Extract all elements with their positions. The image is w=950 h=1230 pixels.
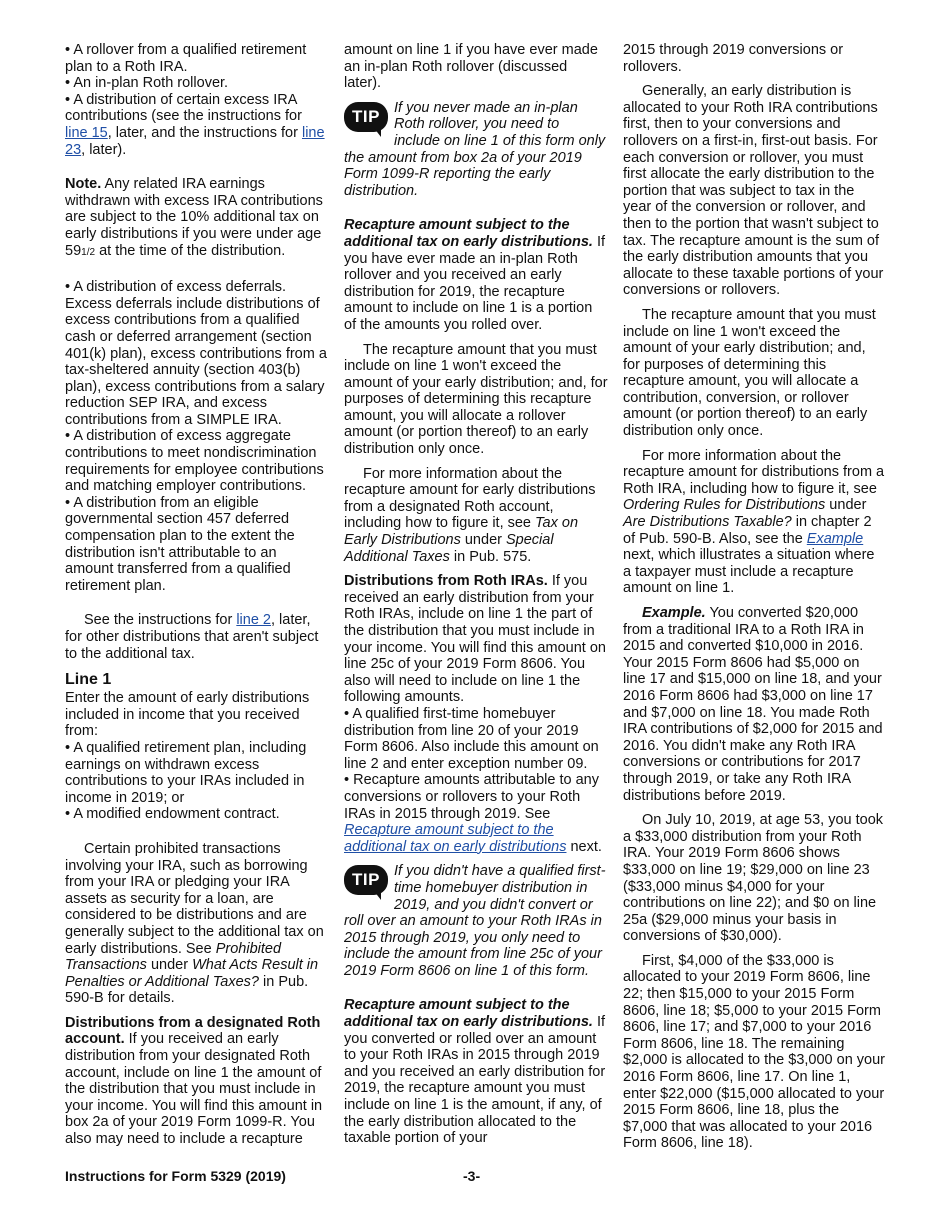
- tip-box-2: [344, 863, 608, 979]
- tip-box-1: [344, 100, 608, 200]
- bullet-excess-aggregate: • A distribution of excess aggregate contributions to meet nondiscrimination requirements for employee contributions and matching employer contributions.: [65, 428, 324, 495]
- footer-form-title: Instructions for Form 5329 (2019): [65, 1168, 286, 1184]
- col3-continuation: 2015 through 2019 conversions or rollovers.: [623, 42, 844, 75]
- example-distribution-paragraph: On July 10, 2019, at age 53, you took a $33,000 distribution from your Roth IRA. Your 2019 Form 8606 shows $33,000 on line 19; $29,000 on line 23 ($33,000 minus $4,000 for your contributions on line 22); and $0 on line 25a ($29,000 minus your basis in conversions of $30,000).: [623, 812, 884, 945]
- allocation-paragraph: Generally, an early distribution is allocated to your Roth IRA contributions first, then to your conversions and rollovers on a first-in, first-out basis. For each conversion or rollover, you must first allocate the early distribution to the portion that was subject to tax in the year of the conversion or rollover, and then to the portion that wasn't subject to tax. The recapture amount is the sum of the early distribution amounts that you allocate to these taxable portions of your conversions or rollovers.: [623, 83, 884, 299]
- example-paragraph: Example. You converted $20,000 from a traditional IRA to a Roth IRA in 2015 and converted $10,000 in 2016. Your 2015 Form 8606 had $5,000 on line 17 and $15,000 on line 18, and your 2016 Form 8606 had $3,000 on line 17 and $7,000 on line 18. You made Roth IRA contributions of $2,000 for 2015 and 2016. You didn't make any Roth IRA conversions or contributions for 2017 through 2019, or take any Roth IRA distributions before 2019.: [623, 605, 883, 804]
- link-line-15[interactable]: line 15: [65, 124, 108, 141]
- link-recapture-amount[interactable]: Recapture amount subject to the additional tax on early distributions: [344, 822, 567, 855]
- recapture-1-p2: The recapture amount that you must include on line 1 won't exceed the amount of your early distribution; and, for purposes of determining this recapture amount, you will allocate a rollover amount (or portion thereof) to an early distribution only once.: [344, 341, 608, 458]
- column-2: [344, 42, 608, 1147]
- tip-icon: TIP: [344, 102, 388, 138]
- bullet-rollover: • A rollover from a qualified retirement plan to a Roth IRA.: [65, 42, 307, 75]
- more-info-roth-ira: For more information about the recapture amount for distributions from a Roth IRA, including how to figure it, see Ordering Rules for Distributions under Are Distributions Taxable? in chapter 2 of Pub. 590-B. Also, see the Example next, which illustrates a situation where a taxpayer must include a recapture amount on line 1.: [623, 447, 885, 597]
- bullet-excess-ira: • A distribution of certain excess IRA contributions (see the instructions for line 15, later, and the instructions for line 23, later).: [65, 91, 325, 158]
- tip-icon: TIP: [344, 865, 388, 901]
- line-1-bullet-endowment: • A modified endowment contract.: [65, 806, 280, 823]
- line-1-intro: Enter the amount of early distributions included in income that you received from:: [65, 690, 310, 740]
- see-line-2-paragraph: See the instructions for line 2, later, for other distributions that aren't subject to the additional tax.: [65, 612, 319, 662]
- more-info-designated-roth: For more information about the recapture amount for early distributions from a designated Roth account, including how to figure it, see Tax on Early Distributions under Special Additional Taxes in Pub. 575.: [344, 465, 596, 565]
- recapture-1-paragraph: Recapture amount subject to the additional tax on early distributions. If you have ever made an in-plan Roth rollover and you received an early distribution for 2019, the recapture amount to include on line 1 is a portion of the amounts you rolled over.: [344, 217, 606, 333]
- tip-1-text: If you never made an in-plan Roth rollover, you need to include on line 1 of this form only the amount from box 2a of your 2019 Form 1099-R reporting the early distribution.: [344, 99, 606, 199]
- prohibited-transactions-paragraph: Certain prohibited transactions involving your IRA, such as borrowing from your IRA or pledging your IRA assets as security for a loan, are considered to be distributions and are generally subject to the additional tax on early distributions. See Prohibited Transactions under What Acts Result in Penalties or Additional Taxes? in Pub. 590-B for details.: [65, 840, 324, 1007]
- recapture-2-paragraph: Recapture amount subject to the additional tax on early distributions. If you converted or rolled over an amount to your Roth IRAs in 2015 through 2019 and you received an early distribution for 2019, the recapture amount you must include on line 1 is the amount, if any, of the early distribution allocated to the taxable portion of your: [344, 997, 606, 1147]
- note-paragraph: Note. Any related IRA earnings withdrawn with excess IRA contributions are subject to the 10% additional tax on early distributions if you were under age 591/2 at the time of the distribution.: [65, 176, 323, 259]
- column-1: [65, 42, 327, 1148]
- link-example[interactable]: Example: [806, 530, 864, 547]
- bullet-homebuyer: • A qualified first-time homebuyer distribution from line 20 of your 2019 Form 8606. Also include this amount on line 2 and enter exception number 09.: [344, 705, 599, 772]
- example-allocation-paragraph: First, $4,000 of the $33,000 is allocated to your 2019 Form 8606, line 22; then $15,000 to your 2015 Form 8606, line 18; $5,000 to your 2015 Form 8606, line 17; and $7,000 to your 2016 Form 8606, line 18. The remaining $2,000 is allocated to the $3,000 on your 2016 Form 8606, line 17. On line 1, enter $22,000 ($15,000 allocated to your 2015 Form 8606, line 18, plus the $7,000 that was allocated to your 2016 Form 8606, line 18).: [623, 952, 885, 1152]
- line-1-heading: Line 1: [65, 671, 112, 689]
- bullet-in-plan-rollover: • An in-plan Roth rollover.: [65, 75, 229, 92]
- roth-ira-distributions-paragraph: Distributions from Roth IRAs. If you received an early distribution from your Roth IRAs, include on line 1 the part of the distribution that you must include in your income. You will find this amount on line 25c of your 2019 Form 8606. You also will need to include on line 1 the following amounts.: [344, 573, 606, 706]
- col2-continuation: amount on line 1 if you have ever made an in-plan Roth rollover (discussed later).: [344, 42, 598, 92]
- recapture-limit-paragraph: The recapture amount that you must include on line 1 won't exceed the amount of your early distribution; and, for purposes of determining this recapture amount, you will allocate a contribution, conversion, or rollover amount (or portion thereof) to an early distribution only once.: [623, 306, 876, 440]
- designated-roth-paragraph: Distributions from a designated Roth account. If you received an early distribution from your designated Roth account, include on line 1 the amount of the distribution that you must include in your income. You will find this amount in box 2a of your 2019 Form 1099-R. You also may need to include a recapture: [65, 1014, 323, 1148]
- link-line-23[interactable]: line 23: [65, 124, 325, 158]
- column-3: [623, 42, 885, 1152]
- page-number: -3-: [463, 1168, 481, 1184]
- bullet-recapture-amounts: • Recapture amounts attributable to any conversions or rollovers to your Roth IRAs in 2015 through 2019. See Recapture amount subject to the additional tax on early distributions next.: [344, 772, 602, 855]
- bullet-457-plan: • A distribution from an eligible governmental section 457 deferred compensation plan to the extent the distribution isn't attributable to an amount transferred from a qualified retirement plan.: [65, 494, 295, 594]
- line-1-bullet-plan: • A qualified retirement plan, including earnings on withdrawn excess contributions to your IRAs included in income in 2019; or: [65, 739, 307, 806]
- tip-2-text: If you didn't have a qualified first-time homebuyer distribution in 2019, and you didn't convert or roll over an amount to your Roth IRAs in 2015 through 2019, you only need to include the amount from line 25c of your 2019 Form 8606 on line 1 of this form.: [344, 863, 606, 979]
- link-line-2[interactable]: line 2: [236, 612, 271, 629]
- bullet-excess-deferrals: • A distribution of excess deferrals. Excess deferrals include distributions of excess contributions from a qualified cash or deferred arrangement (section 401(k) plan), excess contributions from a tax-sheltered annuity (section 403(b) plan), excess contributions from a salary reduction SEP IRA, and excess contributions from a SIMPLE IRA.: [65, 279, 327, 428]
